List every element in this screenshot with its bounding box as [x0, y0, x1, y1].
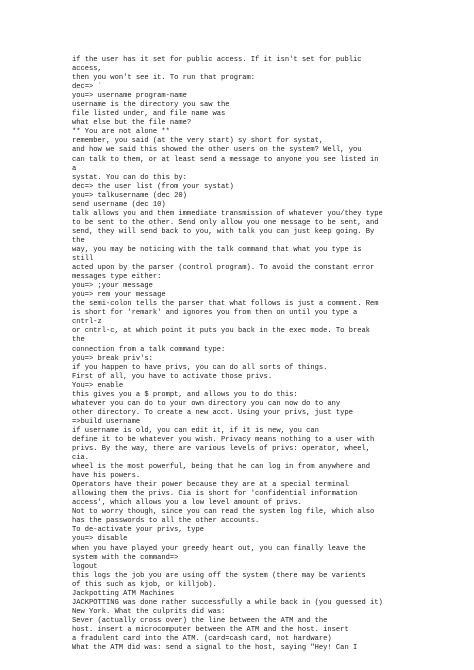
text-line: have his powers.	[72, 472, 141, 481]
document-text-body	[72, 56, 472, 653]
text-line: a fradulent card into the ATM. (card=cash card, not hardware)	[72, 635, 332, 643]
text-line: To de-activate your privs, type	[72, 526, 204, 535]
text-line: you=> disable	[72, 535, 128, 544]
text-line: the	[72, 236, 85, 245]
text-line: dec=> the user list (from your systat)	[72, 182, 234, 191]
text-line: allowing them the privs. Cia is short for 'confidential information	[72, 490, 358, 499]
text-line: you=> rem your message	[72, 291, 166, 300]
text-line: Sever (actually cross over) the line between the ATM and the	[72, 616, 328, 625]
text-line: privs. By the way, there are various levels of privs: operator, wheel,	[72, 445, 370, 454]
text-line: still	[72, 255, 94, 264]
text-line: JACKPOTTING was done rather successfully a while back in (you guessed it)	[72, 598, 383, 607]
text-line: way, you may be noticing with the talk command that what you type is	[72, 245, 362, 254]
text-line: dec=> `	[72, 83, 102, 92]
text-line: you=> username program-name	[72, 92, 187, 101]
text-line: Not to worry though, since you can read the system log file, which also	[72, 508, 375, 517]
text-line: acted upon by the parser (control program). To avoid the constant error	[72, 264, 375, 273]
text-line: systat. You can do this by:	[72, 173, 187, 182]
text-line: the semi-colon tells the parser that what follows is just a comment. Rem	[72, 300, 379, 309]
text-line: logout	[72, 562, 98, 571]
text-line: if you happen to have privs, you can do all sorts of things.	[72, 363, 328, 372]
text-line: New York. What the culprits did was:	[72, 607, 226, 616]
text-line: system with the command=>	[72, 553, 179, 562]
text-line: talk allows you and them immediate transmission of whatever you/they type	[72, 209, 383, 218]
text-line: is short for 'remark' and ignores you from then on until you type a	[72, 309, 358, 318]
text-line: Operators have their power because they are at a special terminal	[72, 481, 349, 490]
text-line: username is the directory you saw the	[72, 101, 230, 110]
text-line: =>build username	[72, 417, 141, 426]
text-line: First of all, you have to activate those privs.	[72, 372, 273, 381]
text-line: of this such as kjob, or killjob).	[72, 580, 217, 589]
text-line: the	[72, 336, 85, 345]
text-line: or cntrl-c, at which point it puts you back in the exec mode. To break	[72, 327, 370, 336]
text-line: you=> talkusername (dec 20)	[72, 191, 187, 200]
text-line: file listed under, and file name was	[72, 110, 226, 119]
text-line: send, they will send back to you, with talk you can just keep going. By	[72, 227, 375, 236]
text-line: cia.	[72, 454, 90, 463]
text-line: What the ATM did was: send a signal to the host, saying "Hey! Can I	[72, 644, 358, 653]
text-line: to be sent to the other. Send only allow you one message to be sent, and	[72, 218, 379, 227]
text-line: access,	[72, 65, 102, 74]
text-line: a	[72, 164, 77, 173]
text-line: connection from a talk command type:	[72, 345, 226, 354]
text-line: cntrl-z	[72, 318, 102, 327]
text-line: ** You are not alone **	[72, 128, 170, 137]
text-line: this gives you a $ prompt, and allows you to do this:	[72, 390, 298, 399]
text-line: can talk to them, or at least send a message to anyone you see listed in	[72, 155, 379, 164]
text-line: other directory. To create a new acct. Using your privs, just type	[72, 408, 353, 417]
text-line: this logs the job you are using off the system (there may be varients	[72, 571, 366, 580]
text-line: remember, you said (at the very start) sy short for systat,	[72, 137, 324, 146]
text-line: send username (dec 10)	[72, 200, 166, 209]
text-line: when you have played your greedy heart out, you can finally leave the	[72, 544, 366, 553]
text-line: and how we said this showed the other users on the system? Well, you	[72, 146, 362, 155]
text-line: access', which allows you a low level amount of privs.	[72, 499, 302, 508]
text-line: whatever you can do to your own directory you can now do to any	[72, 399, 341, 408]
text-line: what else but the file name?	[72, 119, 192, 128]
text-line: you=> ;your message	[72, 282, 153, 291]
text-line: wheel is the most powerful, being that he can log in from anywhere and	[72, 463, 370, 472]
text-line: Jackpotting ATM Machines	[72, 589, 175, 598]
text-line: if username is old, you can edit it, if it is new, you can	[72, 426, 319, 435]
text-line: if the user has it set for public access. If it isn't set for public	[72, 56, 362, 64]
text-line: You=> enable	[72, 381, 124, 390]
text-line: define it to be whatever you wish. Privacy means nothing to a user with	[72, 435, 375, 444]
text-line: you=> break priv's:	[72, 354, 153, 363]
text-line: then you won't see it. To run that program:	[72, 74, 256, 83]
text-line: has the passwords to all the other accounts.	[72, 517, 260, 526]
text-line: messages type either:	[72, 273, 162, 282]
text-line: host. insert a microcomputer between the ATM and the host. insert	[72, 625, 349, 634]
